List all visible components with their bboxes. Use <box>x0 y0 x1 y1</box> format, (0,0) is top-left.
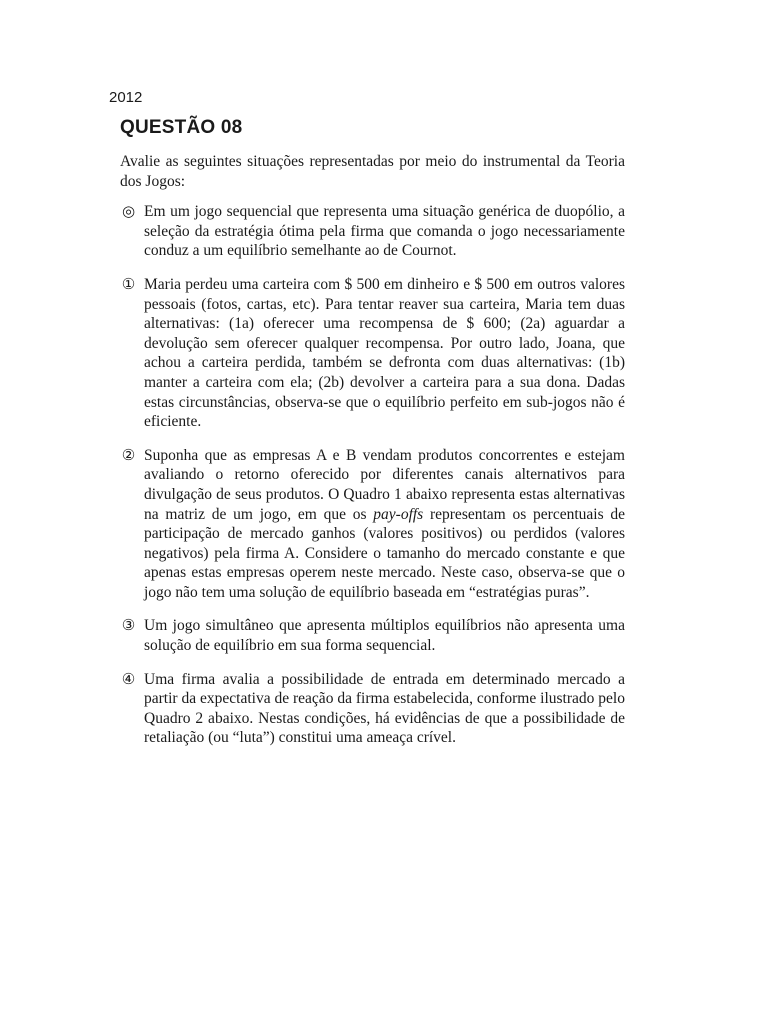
statement-1-text: Maria perdeu uma carteira com $ 500 em dinheiro e $ 500 em outros valores pessoais (fotos, cartas, etc). Para tentar reaver sua carteira, Maria tem duas alternativas: (1a) oferecer uma recompensa de $ 600; (2a) aguardar a devolução sem oferecer qualquer recompensa. Por outro lado, Joana, que achou a carteira perdida, também se defronta com duas alternativas: (1b) manter a carteira com ela; (2b) devolver a carteira para a sua dona. Dadas estas circunstâncias, observa-se que o equilíbrio perfeito em sub-jogos não é eficiente. <box>144 275 625 431</box>
statement-3-text: Um jogo simultâneo que apresenta múltiplos equilíbrios não apresenta uma solução de equilíbrio em sua forma sequencial. <box>144 617 625 655</box>
statement-0-text: Em um jogo sequencial que representa uma situação genérica de duopólio, a seleção da estratégia ótima pela firma que comanda o jogo necessariamente conduz a um equilíbrio semelhante ao de Cournot. <box>144 203 625 260</box>
statement-2-text <box>144 446 625 603</box>
statement-2-text-start: Suponha que as empresas A e B vendam produtos concorrentes e estejam avaliando o retorno oferecido por diferentes canais alternativos para divulgação de seus produtos. O Quadro 1 abaixo representa estas alternativas na matriz de um jogo, em que os <box>144 446 625 523</box>
statement-3-marker: ③ <box>121 616 136 635</box>
statement-0 <box>120 202 625 261</box>
statement-3 <box>120 616 625 655</box>
statement-2 <box>120 446 625 603</box>
statement-1-marker: ① <box>121 274 136 293</box>
statement-2-text-end: representam os percentuais de participação de mercado ganhos (valores positivos) ou perdidos (valores negativos) pela firma A. Considere o tamanho do mercado constante e que apenas estas empresas operem neste mercado. Neste caso, observa-se que o jogo não tem uma solução de equilíbrio baseada em “estratégias puras”. <box>144 505 625 601</box>
question-title: QUESTÃO 08 <box>120 117 243 138</box>
statement-0-marker: ◎ <box>121 202 136 221</box>
statement-4-marker: ④ <box>121 669 136 688</box>
statement-4 <box>120 670 625 748</box>
year-label: 2012 <box>109 89 143 106</box>
question-intro: Avalie as seguintes situações representadas por meio do instrumental da Teoria dos Jogos: <box>120 153 625 190</box>
statement-4-text: Uma firma avalia a possibilidade de entrada em determinado mercado a partir da expectativa de reação da firma estabelecida, conforme ilustrado pelo Quadro 2 abaixo. Nestas condições, há evidências de que a possibilidade de retaliação (ou “luta”) constitui uma ameaça crível. <box>144 670 625 747</box>
statement-2-marker: ② <box>121 445 136 464</box>
question-body <box>120 152 625 762</box>
statement-2-payoffs-term: pay-offs <box>373 505 424 523</box>
statement-1 <box>120 275 625 432</box>
